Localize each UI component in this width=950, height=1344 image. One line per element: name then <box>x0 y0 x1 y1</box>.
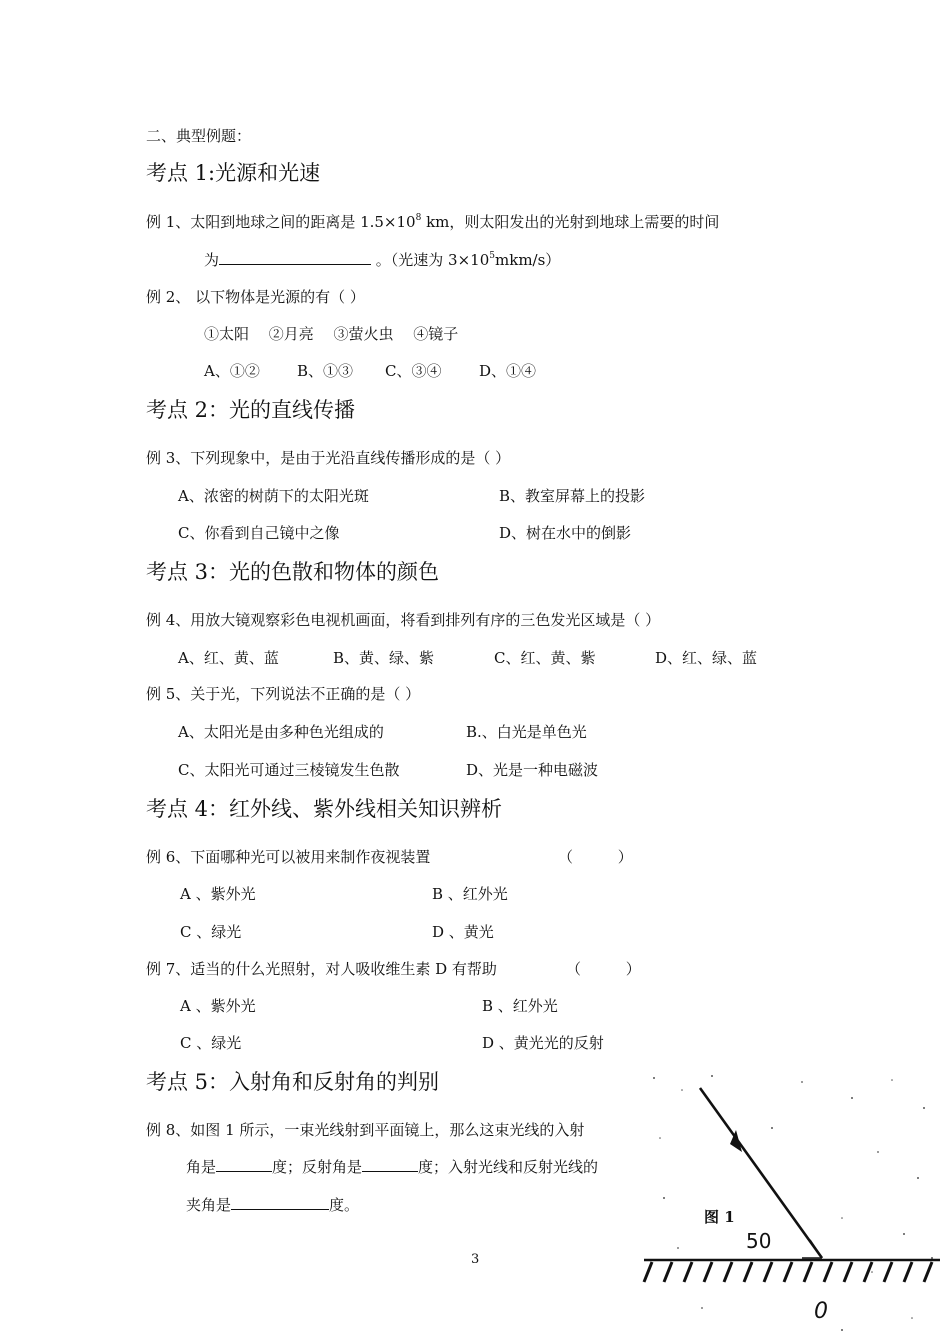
question-2-option-d: D、①④ <box>479 362 537 380</box>
question-6-option-c: C 、绿光 <box>180 923 242 941</box>
topic-heading-3: 考点 3：光的色散和物体的颜色 <box>146 560 440 584</box>
topic-heading-2: 考点 2：光的直线传播 <box>146 398 356 422</box>
question-7-option-c: C 、绿光 <box>180 1034 242 1052</box>
incident-angle-blank[interactable] <box>216 1157 272 1172</box>
included-angle-blank[interactable] <box>231 1195 329 1210</box>
question-3-option-b: B、教室屏幕上的投影 <box>499 487 646 505</box>
mirror-hatching <box>644 1262 932 1282</box>
topic-heading-1: 考点 1:光源和光速 <box>146 161 321 185</box>
figure-label: 图 1 <box>704 1208 735 1226</box>
section-title: 二、典型例题： <box>146 127 252 145</box>
question-6-option-b: B 、红外光 <box>432 885 508 903</box>
question-5-stem: 例 5、关于光，下列说法不正确的是（ ） <box>146 685 421 703</box>
question-6-option-a: A 、紫外光 <box>180 885 256 903</box>
reflected-stub <box>810 1240 822 1258</box>
question-3-option-d: D、树在水中的倒影 <box>499 524 632 542</box>
question-5-option-d: D、光是一种电磁波 <box>466 761 599 779</box>
question-4-option-d: D、红、绿、蓝 <box>655 649 758 667</box>
question-1-line-2: 为 。（光速为 $3\times 10^5mkm/s$） <box>204 251 561 269</box>
question-4-option-c: C、红、黄、紫 <box>494 649 596 667</box>
question-4-option-b: B、黄、绿、紫 <box>333 649 435 667</box>
question-7-stem: 例 7、适当的什么光照射，对人吸收维生素 D 有帮助 <box>146 960 497 978</box>
question-7-option-a: A 、紫外光 <box>180 997 256 1015</box>
topic-heading-5: 考点 5：入射角和反射角的判别 <box>146 1070 440 1094</box>
page-number: 3 <box>471 1252 480 1267</box>
question-2-option-b: B、①③ <box>297 362 354 380</box>
scan-noise <box>653 1075 933 1331</box>
question-1-line-1: 例 1、太阳到地球之间的距离是 $1.5\times 10^8$ km，则太阳发出的光射到地球上需要的时间 <box>146 213 720 231</box>
mirror-point-marker: 0 <box>814 1299 828 1324</box>
question-7-answer-paren[interactable]: （ ） <box>566 960 641 978</box>
question-5-option-b: B.、白光是单色光 <box>466 723 587 741</box>
answer-blank[interactable] <box>219 250 371 265</box>
question-8-line-3: 夹角是 度。 <box>186 1196 360 1214</box>
topic-heading-4: 考点 4：红外线、紫外线相关知识辨析 <box>146 797 503 821</box>
question-6-stem: 例 6、下面哪种光可以被用来制作夜视装置 <box>146 848 431 866</box>
mirror-reflection-figure <box>642 1068 942 1344</box>
question-5-option-a: A、太阳光是由多种色光组成的 <box>178 723 384 741</box>
question-3-option-a: A、浓密的树荫下的太阳光斑 <box>178 487 369 505</box>
question-2-items: ①太阳 ②月亮 ③萤火虫 ④镜子 <box>204 325 459 343</box>
question-8-line-2: 角是 度；反射角是 度；入射光线和反射光线的 <box>186 1158 599 1176</box>
question-5-option-c: C、太阳光可通过三棱镜发生色散 <box>178 761 400 779</box>
question-2-option-c: C、③④ <box>385 362 442 380</box>
question-4-option-a: A、红、黄、蓝 <box>178 649 279 667</box>
question-6-option-d: D 、黄光 <box>432 923 494 941</box>
question-2-stem: 例 2、 以下物体是光源的有（ ） <box>146 288 365 306</box>
question-2-option-a: A、①② <box>204 362 260 380</box>
question-6-answer-paren[interactable]: （ ） <box>558 848 633 866</box>
question-3-option-c: C、你看到自己镜中之像 <box>178 524 340 542</box>
reflection-angle-blank[interactable] <box>362 1157 418 1172</box>
question-7-option-b: B 、红外光 <box>482 997 558 1015</box>
question-4-stem: 例 4、用放大镜观察彩色电视机画面，将看到排列有序的三色发光区域是（ ） <box>146 611 661 629</box>
angle-label: 50 <box>746 1229 772 1253</box>
question-8-line-1: 例 8、如图 1 所示，一束光线射到平面镜上，那么这束光线的入射 <box>146 1121 585 1139</box>
question-3-stem: 例 3、下列现象中，是由于光沿直线传播形成的是（ ） <box>146 449 511 467</box>
question-7-option-d: D 、黄光光的反射 <box>482 1034 604 1052</box>
